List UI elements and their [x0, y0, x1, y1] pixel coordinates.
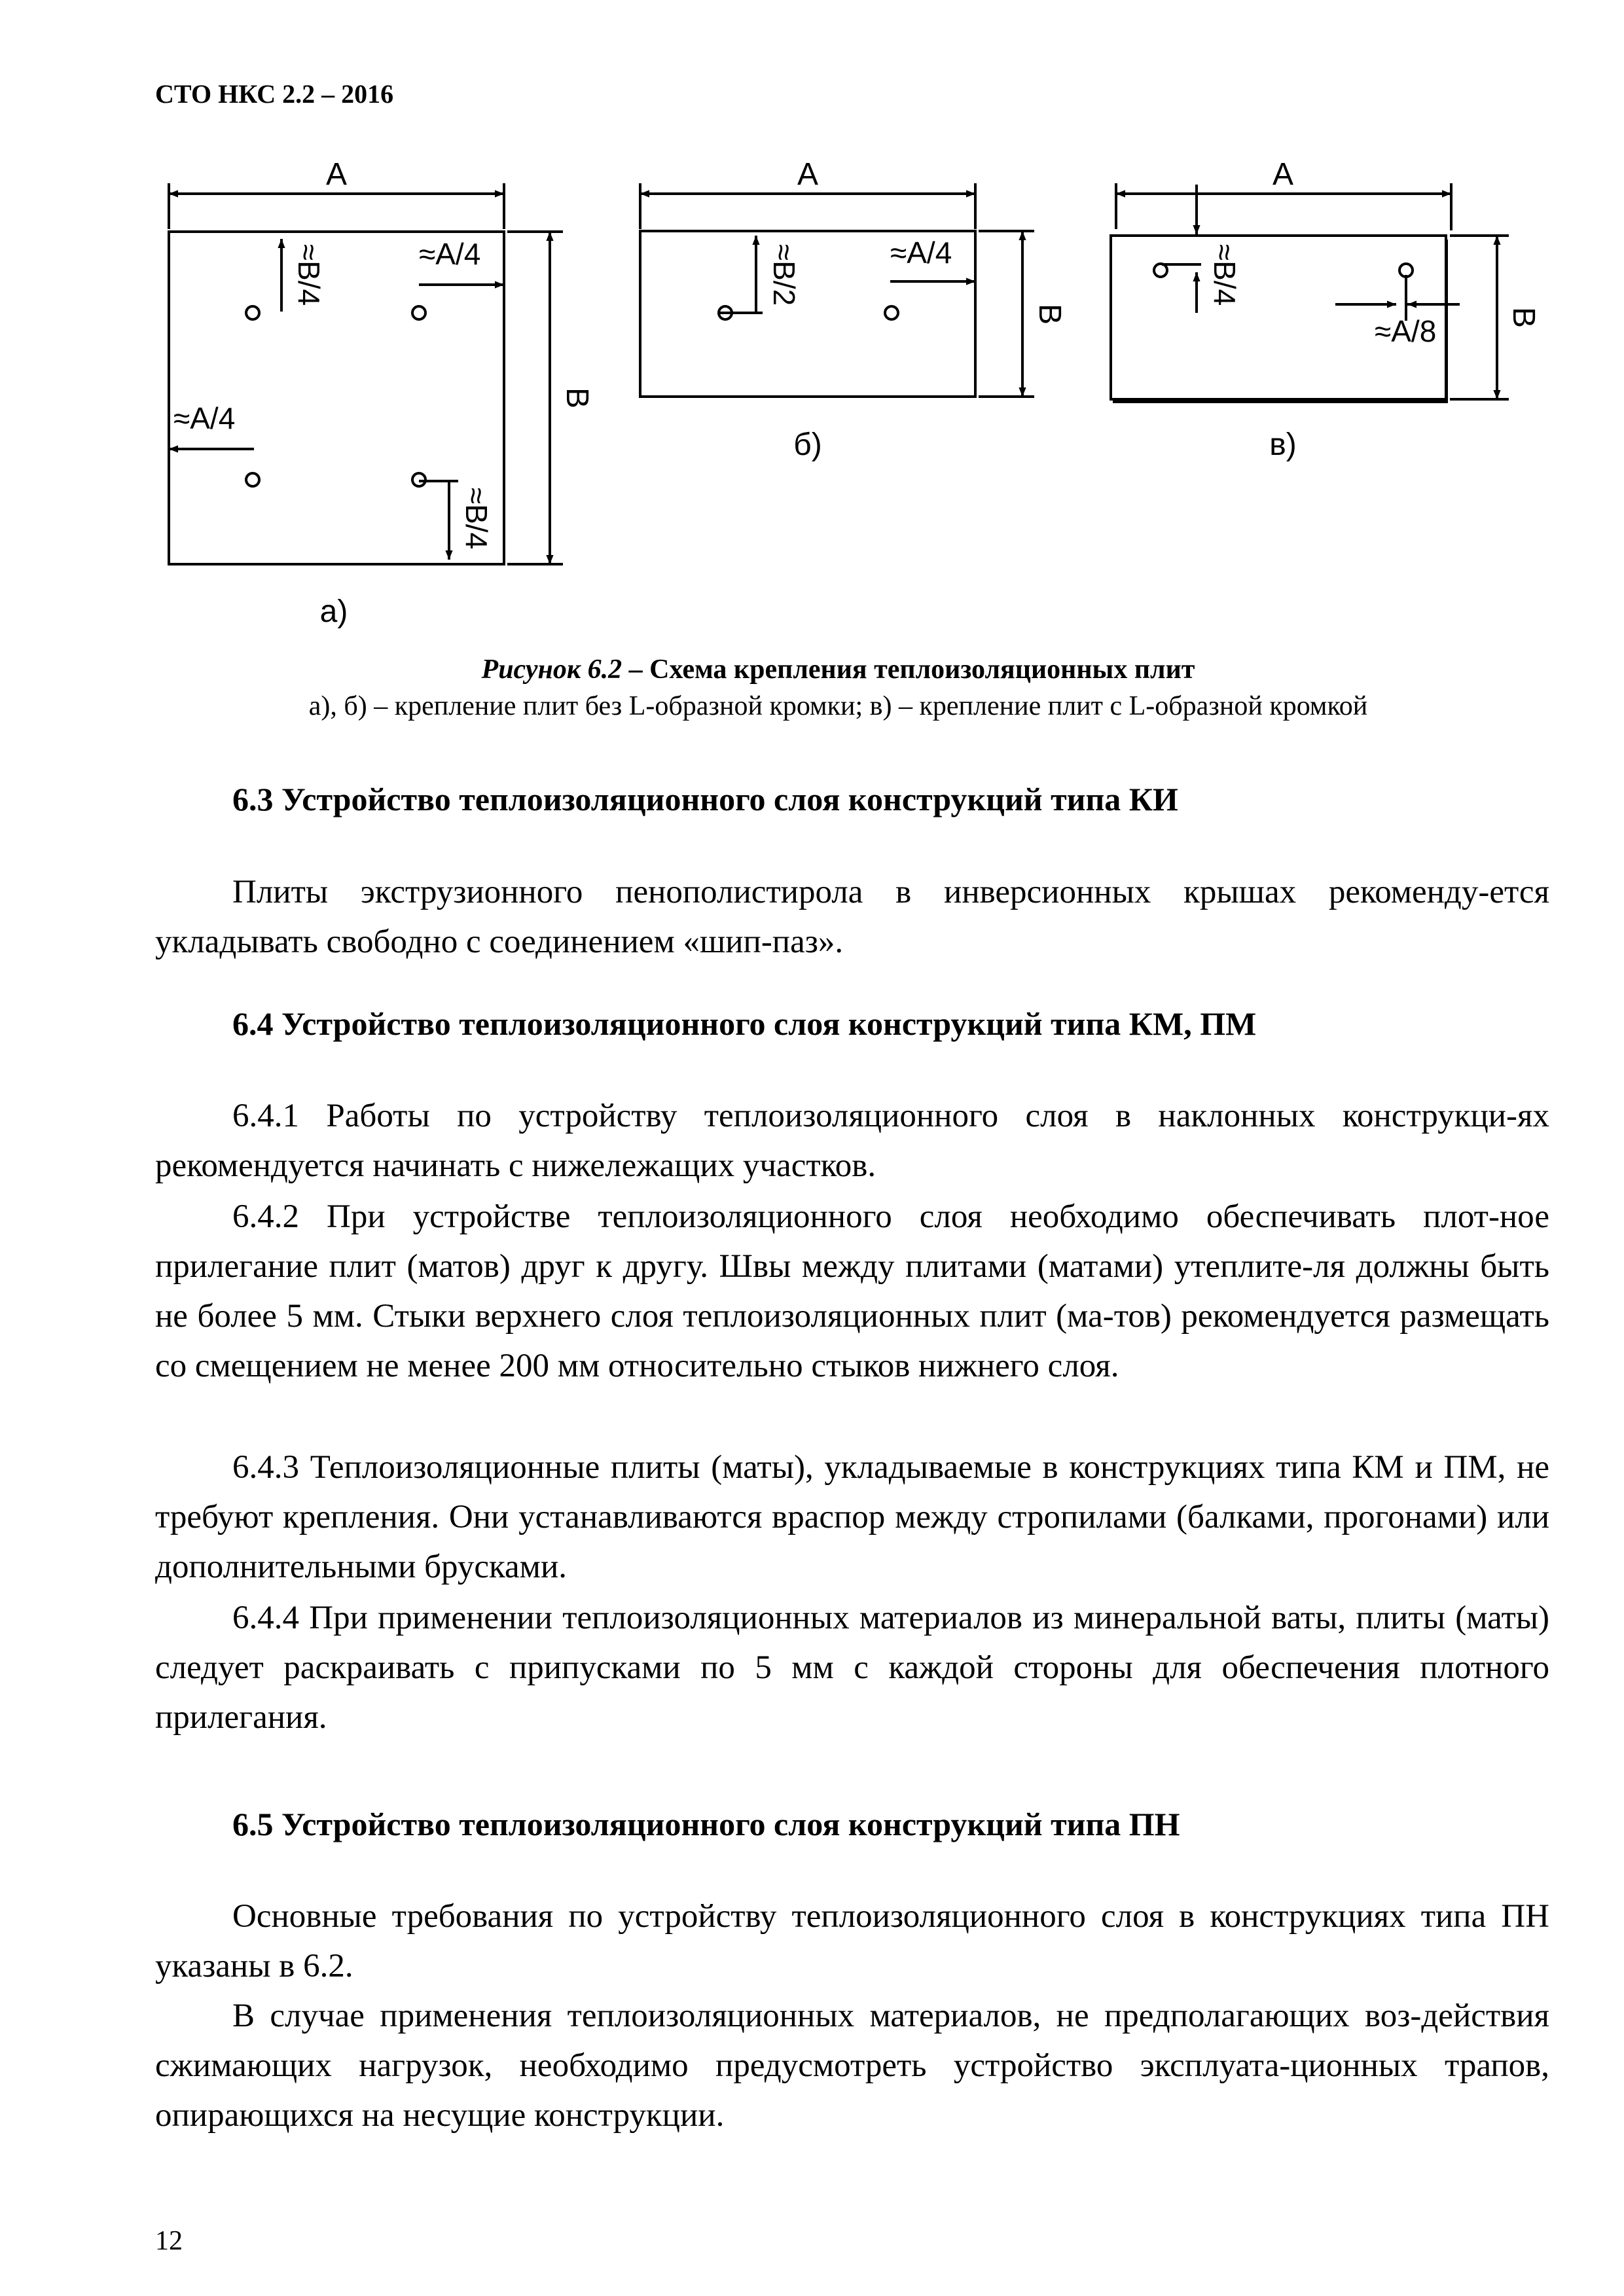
section-6-4-4-paragraph: 6.4.4 При применении теплоизоляционных материалов из минеральной ваты, плиты (маты) следует раскраивать с припусками по 5 мм с каждой стороны для обеспечения плотного прилегания. — [155, 1600, 1549, 1736]
label-c-a-eighth: ≈A/8 — [1375, 314, 1437, 348]
label-c-height: B — [1506, 306, 1541, 329]
label-b-quarter-bottom: ≈B/4 — [460, 487, 494, 550]
caption-title-line — [155, 651, 1521, 688]
label-b-quarter-top: ≈B/4 — [292, 243, 326, 306]
label-b-width: A — [797, 157, 819, 192]
caption-subtitle: а), б) – крепление плит без L-образной кромки; в) – крепление плит с L-образной кромкой — [308, 691, 1368, 721]
section-6-3-paragraph: Плиты экструзионного пенополистирола в инверсионных крышах рекоменду-ется укладывать свободно с соединением «шип-паз». — [155, 874, 1549, 960]
label-a-quarter-left: ≈A/4 — [173, 401, 236, 435]
plate-a — [169, 232, 504, 564]
section-6-3-heading: 6.3 Устройство теплоизоляционного слоя конструкций типа КИ — [232, 781, 1178, 817]
fastener-a-3 — [246, 473, 259, 486]
section-6-5-paragraph-1: Основные требования по устройству теплоизоляционного слоя в конструкциях типа ПН указаны в 6.2. — [155, 1898, 1549, 1984]
label-panel-a: а) — [319, 594, 348, 629]
caption-prefix: Рисунок 6.2 — [481, 655, 623, 685]
label-panel-b: б) — [793, 427, 822, 462]
label-a-width: A — [325, 157, 348, 192]
label-panel-c: в) — [1269, 427, 1297, 462]
label-a-height: B — [560, 387, 594, 409]
caption-title: Схема крепления теплоизоляционных плит — [649, 655, 1195, 685]
label-c-width: A — [1272, 157, 1294, 192]
label-b-panel-quarter: ≈A/4 — [890, 236, 952, 270]
fastener-a-1 — [246, 306, 259, 319]
section-6-4-3-paragraph: 6.4.3 Теплоизоляционные плиты (маты), укладываемые в конструкциях типа КМ и ПМ, не требуют крепления. Они устанавливаются враспор между стропилами (балками, прогонами) или дополнительными брусками. — [155, 1449, 1549, 1585]
label-b-half: ≈B/2 — [767, 243, 801, 306]
section-6-5-paragraph-2: В случае применения теплоизоляционных материалов, не предполагающих воз-действия сжимающих нагрузок, необходимо предусмотреть устройство эксплуата-ционных трапов, опирающихся на несущие конструкции. — [155, 1998, 1549, 2134]
figure-6-2-diagram — [0, 0, 1624, 655]
document-code: СТО НКС 2.2 – 2016 — [155, 79, 394, 109]
label-b-height: B — [1032, 303, 1067, 325]
page-number: 12 — [155, 2226, 183, 2256]
section-6-4-heading: 6.4 Устройство теплоизоляционного слоя конструкций типа КМ, ПМ — [232, 1005, 1257, 1042]
figure-caption — [155, 651, 1521, 725]
fastener-b-2 — [885, 306, 898, 319]
section-6-4-1-paragraph: 6.4.1 Работы по устройству теплоизоляционного слоя в наклонных конструкци-ях рекомендуется начинать с нижележащих участков. — [155, 1098, 1549, 1184]
caption-dash: – — [622, 655, 650, 685]
fastener-a-2 — [412, 306, 425, 319]
label-c-b-quarter: ≈B/4 — [1208, 243, 1242, 306]
section-6-5-heading: 6.5 Устройство теплоизоляционного слоя конструкций типа ПН — [232, 1806, 1180, 1842]
section-6-4-2-paragraph: 6.4.2 При устройстве теплоизоляционного слоя необходимо обеспечивать плот-ное прилегание плит (матов) друг к другу. Швы между плитами (матами) утеплите-ля должны быть не более 5 мм. Стыки верхнего слоя теплоизоляционных плит (ма-тов) рекомендуется размещать со смещением не менее 200 мм относительно стыков нижнего слоя. — [155, 1198, 1549, 1384]
label-a-quarter-top: ≈A/4 — [419, 237, 481, 271]
